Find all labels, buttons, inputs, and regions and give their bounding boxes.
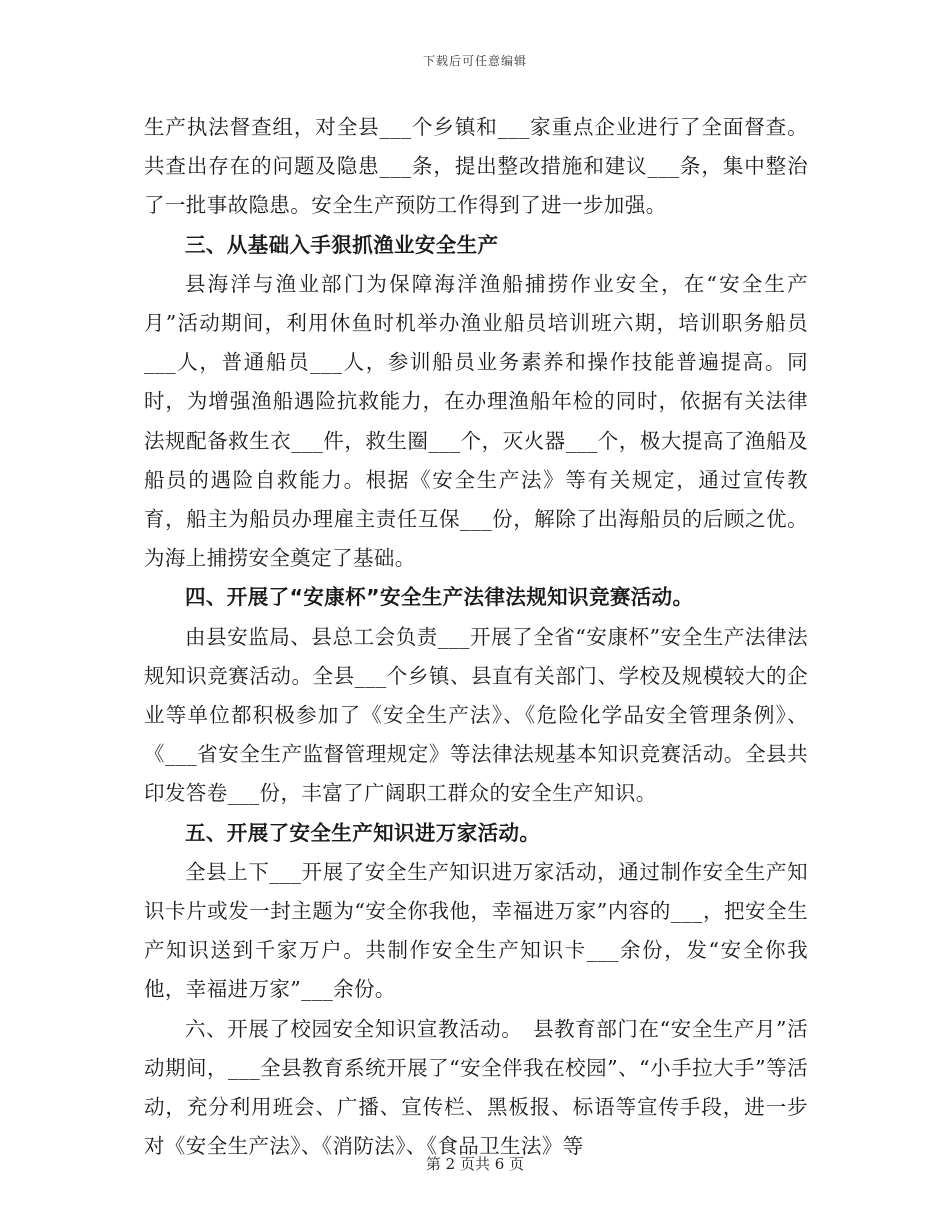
paragraph-knowledge-homes: 全县上下___开展了安全生产知识进万家活动，通过制作安全生产知识卡片或发一封主题为“安全你我他，幸福进万家”内容的___，把安全生产知识送到千家万户。共制作安全生产知识卡___余份，发“安全你我他，幸福进万家”___余份。 xyxy=(144,859,808,1002)
paragraph-fishery-safety: 县海洋与渔业部门为保障海洋渔船捕捞作业安全，在“安全生产月”活动期间，利用休鱼时机举办渔业船员培训班六期，培训职务船员___人，普通船员___人，参训船员业务素养和操作技能普遍提高。同时，为增强渔船遇险抗救能力，在办理渔船年检的同时，依据有关法律法规配备救生衣___件，救生圈___个，灭火器___个，极大提高了渔船及船员的遇险自救能力。根据《安全生产法》等有关规定，通过宣传教育，船主为船员办理雇主责任互保___份，解除了出海船员的后顾之优。为海上捕捞安全奠定了基础。 xyxy=(144,271,808,571)
section-heading-5: 五、开展了安全生产知识进万家活动。 xyxy=(185,820,541,845)
document-body xyxy=(144,108,808,1166)
paragraph-campus-safety: 六、开展了校园安全知识宣教活动。 县教育部门在“安全生产月”活动期间，___全县教育系统开展了“安全伴我在校园”、“小手拉大手”等活动，充分利用班会、广播、宣传栏、黑板报、标语等宣传手段，进一步对《安全生产法》、《消防法》、《食品卫生法》等 xyxy=(144,1016,808,1159)
section-heading-3: 三、从基础入手狠抓渔业安全生产 xyxy=(185,232,499,257)
page-footer: 第 2 页共 6 页 xyxy=(425,1155,525,1173)
paragraph-ankang-cup: 由县安监局、县总工会负责___开展了全省“安康杯”安全生产法律法规知识竞赛活动。全县___个乡镇、县直有关部门、学校及规模较大的企业等单位都积极参加了《安全生产法》、《危险化学品安全管理条例》、《___省安全生产监督管理规定》等法律法规基本知识竞赛活动。全县共印发答卷___份，丰富了广阔职工群众的安全生产知识。 xyxy=(144,624,808,806)
paragraph-continued: 生产执法督查组，对全县___个乡镇和___家重点企业进行了全面督查。共查出存在的问题及隐患___条，提出整改措施和建议___条，集中整治了一批事故隐患。安全生产预防工作得到了进一步加强。 xyxy=(144,115,808,218)
page-header: 下载后可任意编辑 xyxy=(422,54,527,68)
section-heading-4: 四、开展了“安康杯”安全生产法律法规知识竞赛活动。 xyxy=(185,585,694,610)
